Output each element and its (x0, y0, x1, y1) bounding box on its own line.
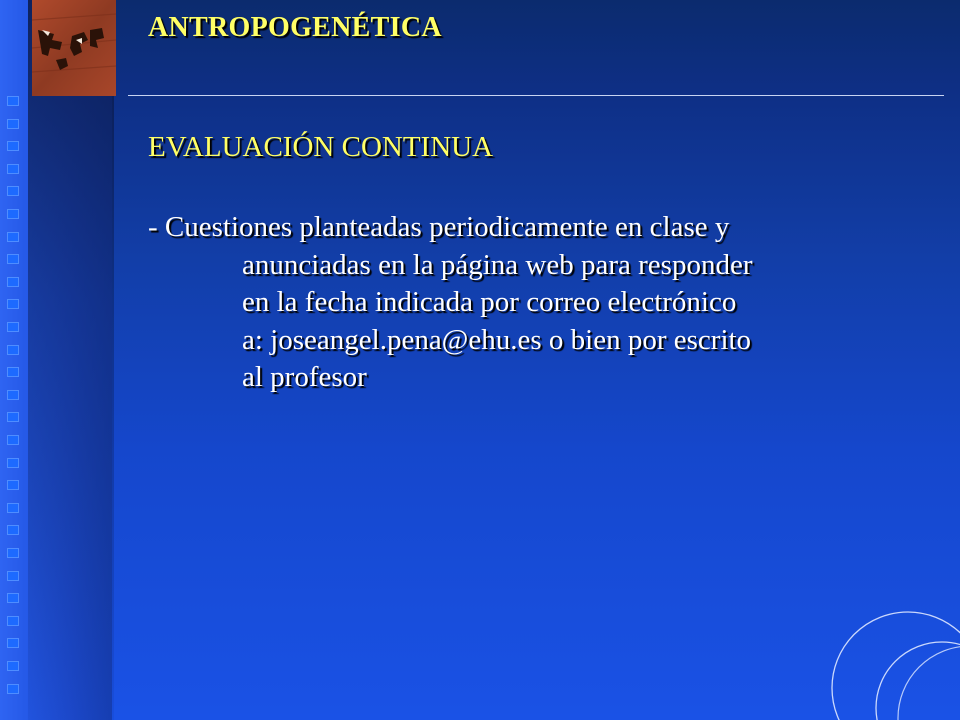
square-bullet (7, 412, 19, 422)
square-bullet (7, 209, 19, 219)
square-bullet (7, 571, 19, 581)
square-bullet (7, 480, 19, 490)
square-bullet (7, 254, 19, 264)
square-bullet (7, 96, 19, 106)
square-bullet (7, 322, 19, 332)
square-bullets-decoration (7, 96, 19, 706)
square-bullet (7, 684, 19, 694)
square-bullet (7, 299, 19, 309)
slide-title: ANTROPOGENÉTICA (148, 12, 442, 43)
square-bullet (7, 458, 19, 468)
square-bullet (7, 141, 19, 151)
body-line: en la fecha indicada por correo electrónico (242, 286, 737, 318)
square-bullet (7, 390, 19, 400)
square-bullet (7, 503, 19, 513)
square-bullet (7, 367, 19, 377)
square-bullet (7, 616, 19, 626)
body-text (148, 209, 848, 397)
square-bullet (7, 435, 19, 445)
square-bullet (7, 548, 19, 558)
square-bullet (7, 345, 19, 355)
square-bullet (7, 593, 19, 603)
square-bullet (7, 232, 19, 242)
university-logo-icon (32, 0, 116, 96)
body-line: - Cuestiones planteadas periodicamente en clase y (148, 211, 730, 243)
square-bullet (7, 164, 19, 174)
square-bullet (7, 277, 19, 287)
section-heading: EVALUACIÓN CONTINUA (148, 131, 494, 163)
square-bullet (7, 186, 19, 196)
body-line: al profesor (242, 361, 367, 393)
square-bullet (7, 525, 19, 535)
body-line-email: a: joseangel.pena@ehu.es o bien por escrito (242, 323, 752, 356)
body-line: anunciadas en la página web para responder (242, 248, 753, 281)
circles-decoration (790, 600, 960, 720)
header-divider (128, 95, 944, 96)
square-bullet (7, 119, 19, 129)
square-bullet (7, 661, 19, 671)
square-bullet (7, 638, 19, 648)
left-strip-shadow (28, 0, 114, 720)
